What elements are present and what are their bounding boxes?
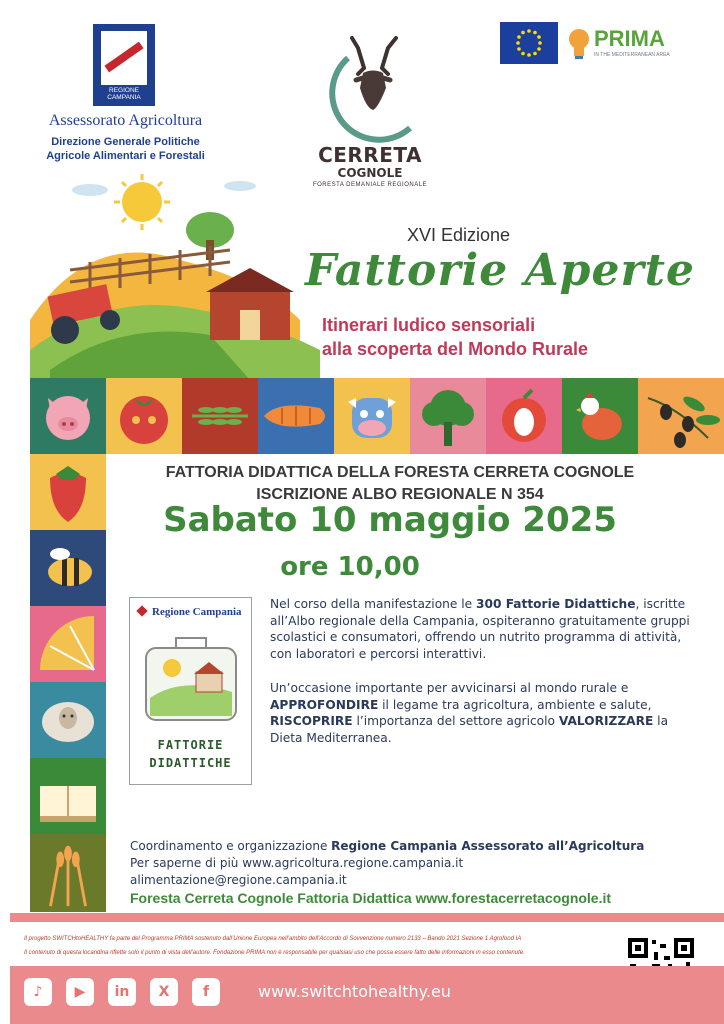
prima-subtitle: IN THE MEDITERRANEAN AREA: [594, 52, 670, 58]
p1-text-a: Nel corso della manifestazione le: [270, 597, 477, 611]
regione-campania-crest: [93, 24, 155, 106]
prima-name: PRIMA: [594, 26, 665, 51]
event-time: ore 10,00: [280, 552, 420, 582]
disclaimer-note: Il contenuto di questa locandina riflette solo il punto di vista dell’autore. Fondazione PRIMA non è responsabile per qualsiasi uso che possa essere fatto delle informazioni in esso contenute.: [24, 950, 525, 956]
event-subtitle: [322, 313, 588, 361]
carrot-icon: [258, 378, 334, 454]
crest-shield: [101, 31, 147, 85]
p2-text-c: il legame tra agricoltura, ambiente e salute,: [378, 697, 652, 712]
description: [270, 596, 700, 746]
cow-icon: [334, 378, 410, 454]
logo-line1: FATTORIE: [157, 738, 224, 752]
funding-note: Il progetto SWITCHtoHEALTHY fa parte del Programma PRIMA sostenuto dall’Unione Europea nell’ambito dell’Accordo di Sovvenzione numero 2133 – Bando 2021 Sezione 1 Agrofood IA: [24, 936, 522, 942]
cerreta-subtitle: COGNOLE: [337, 166, 403, 180]
cheese-icon: [30, 758, 106, 834]
p1-highlight: 300 Fattorie Didattiche: [476, 597, 636, 611]
coord-line: [130, 838, 690, 855]
p2-text-g: la Dieta Mediterranea.: [270, 714, 669, 745]
direzione-text: [33, 135, 218, 163]
youtube-icon[interactable]: ▶: [66, 978, 94, 1006]
divider-band: [10, 913, 724, 922]
eu-flag-icon: [500, 22, 558, 64]
tiktok-icon[interactable]: ♪: [24, 978, 52, 1006]
suitcase-farm-icon: [142, 628, 240, 732]
p2-text-e: l’importanza del settore agricolo: [352, 714, 559, 728]
p2-approfondire: APPROFONDIRE: [270, 697, 379, 712]
pig-icon: [30, 378, 106, 454]
direzione-line2: Agricole Alimentari e Forestali: [46, 150, 205, 162]
p2-valorizzare: VALORIZZARE: [558, 714, 654, 728]
crest-stripe: [105, 42, 144, 73]
coord-org: Regione Campania Assessorato all’Agricoltura: [331, 839, 645, 853]
logo-flag-icon: [136, 605, 147, 616]
p1-text-c: , iscritte all’Albo regionale della Campania, ospiteranno gratuitamente gruppi scolastici e consumatori, offrendo un nutrito programma di attività, con laboratori e percorsi interattivi.: [270, 597, 690, 661]
prima-logo: [566, 24, 696, 64]
foresta-website-link[interactable]: Foresta Cerreta Cognole Fattoria Didattica www.forestacerretacognole.it: [130, 890, 612, 906]
cerreta-title: CERRETA: [318, 143, 422, 167]
switchtohealthy-link[interactable]: www.switchtohealthy.eu: [258, 982, 451, 1001]
grain-icon: [30, 834, 106, 912]
contacts: [130, 838, 690, 889]
crest-label: REGIONE CAMPANIA: [107, 87, 141, 101]
facebook-icon[interactable]: f: [192, 978, 220, 1006]
hen-icon: [562, 378, 638, 454]
logo-line2: DIDATTICHE: [149, 756, 232, 770]
p2-text-a: Un’occasione importante per avvicinarsi al mondo rurale e: [270, 681, 629, 695]
bee-icon: [30, 530, 106, 606]
fattorie-didattiche-logo: [129, 597, 252, 785]
email-link[interactable]: alimentazione@regione.campania.it: [130, 873, 347, 887]
lemon-icon: [30, 606, 106, 682]
cerreta-caption: FORESTA DEMANIALE REGIONALE: [312, 182, 428, 188]
footer-bar: [10, 966, 724, 1024]
p2-riscoprire: RISCOPRIRE: [270, 714, 353, 728]
tomato-icon: [106, 378, 182, 454]
description-paragraph-2: [270, 680, 700, 746]
tree-icon: [410, 378, 486, 454]
assessorato-title: Assessorato Agricoltura: [48, 112, 203, 129]
farm-illustration: [30, 170, 320, 380]
edition-label: XVI Edizione: [407, 225, 511, 245]
logo-region: Regione Campania: [152, 606, 242, 618]
lightbulb-icon: [568, 28, 590, 60]
event-subtitle-line1: Itinerari ludico sensoriali: [322, 315, 536, 335]
linkedin-icon[interactable]: in: [108, 978, 136, 1006]
wheat-leaf-icon: [182, 378, 258, 454]
sheep-icon: [30, 682, 106, 758]
coord-label: Coordinamento e organizzazione: [130, 839, 332, 853]
event-date: Sabato 10 maggio 2025: [163, 500, 617, 540]
description-paragraph-1: [270, 596, 700, 662]
deer-logo-icon: [318, 28, 428, 146]
info-link[interactable]: Per saperne di più www.agricoltura.regione.campania.it: [130, 856, 464, 870]
direzione-line1: Direzione Generale Politiche: [51, 136, 200, 148]
strawberry-icon: [30, 454, 106, 530]
event-subtitle-line2: alla scoperta del Mondo Rurale: [322, 339, 589, 359]
fattoria-heading-line2: ISCRIZIONE ALBO REGIONALE N 354: [256, 486, 544, 503]
fattoria-heading-line1: FATTORIA DIDATTICA DELLA FORESTA CERRETA COGNOLE: [165, 464, 635, 481]
event-title: Fattorie Aperte: [305, 245, 695, 296]
x-icon[interactable]: X: [150, 978, 178, 1006]
olive-icon: [638, 378, 724, 454]
apple-icon: [486, 378, 562, 454]
